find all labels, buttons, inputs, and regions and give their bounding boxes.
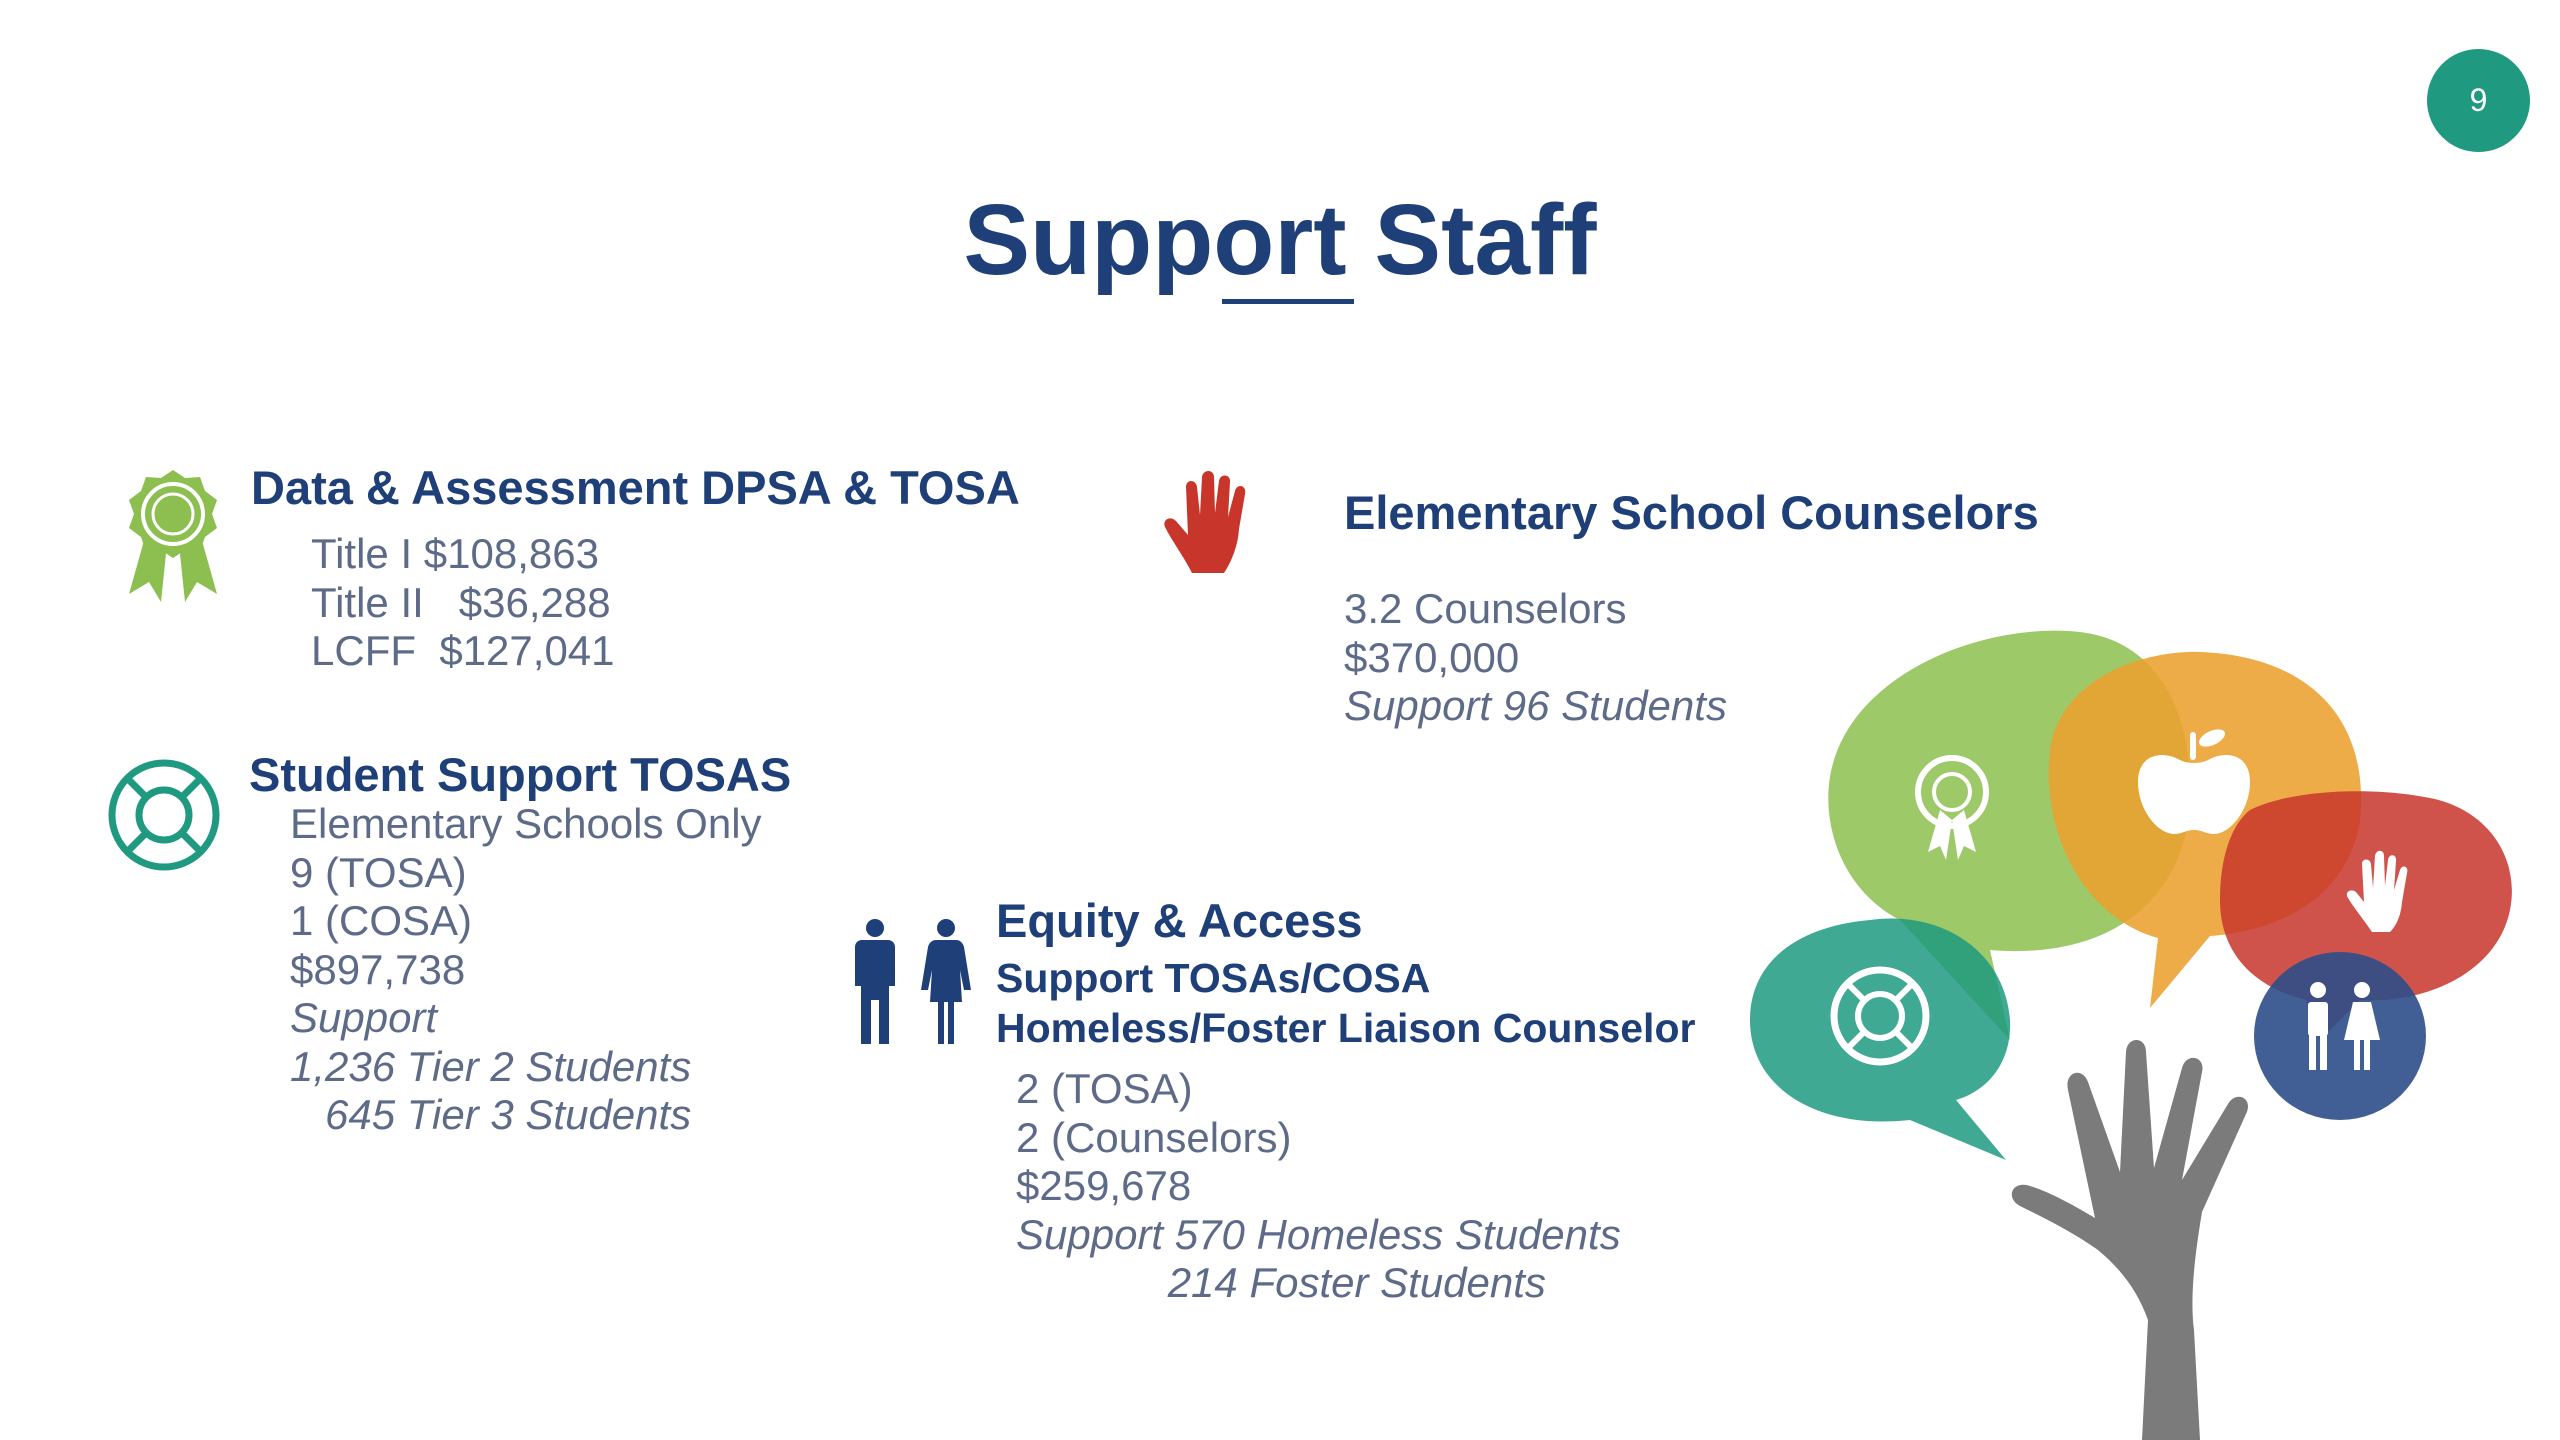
detail-line: $259,678 bbox=[1016, 1162, 1192, 1209]
equity-access-heading: Equity & Access bbox=[996, 894, 1363, 947]
award-ribbon-icon bbox=[123, 466, 223, 614]
student-support-details bbox=[290, 800, 762, 1140]
equity-access-subheading-2: Homeless/Foster Liaison Counselor bbox=[996, 1005, 1696, 1051]
data-assessment-heading: Data & Assessment DPSA & TOSA bbox=[251, 461, 1020, 514]
detail-line: $897,738 bbox=[290, 945, 466, 993]
hand-icon bbox=[1162, 469, 1268, 575]
data-assessment-details bbox=[311, 530, 615, 676]
equity-access-subheading-1: Support TOSAs/COSA bbox=[996, 955, 1431, 1001]
speech-bubble-tree-illustration bbox=[1750, 620, 2540, 1440]
man-woman-icon bbox=[850, 918, 972, 1046]
detail-line: $370,000 bbox=[1344, 633, 1520, 681]
detail-line: 2 (Counselors) bbox=[1016, 1113, 1292, 1161]
elementary-counselors-details bbox=[1344, 585, 1727, 731]
detail-line: Title I $108,863 bbox=[311, 530, 599, 577]
detail-line: Title II $36,288 bbox=[311, 578, 611, 626]
title-underline bbox=[1222, 299, 1354, 304]
detail-line: Support bbox=[290, 994, 438, 1041]
page-title: Support Staff bbox=[963, 184, 1597, 296]
equity-access-details bbox=[1016, 1065, 1621, 1308]
detail-line: Elementary Schools Only bbox=[290, 800, 762, 847]
detail-line: Support 96 Students bbox=[1344, 682, 1727, 729]
detail-line: 1,236 Tier 2 Students bbox=[290, 1042, 692, 1090]
page-number-badge: 9 bbox=[2427, 49, 2530, 152]
detail-line: LCFF $127,041 bbox=[311, 627, 615, 674]
student-support-heading: Student Support TOSAS bbox=[249, 748, 792, 801]
detail-line: Support 570 Homeless Students bbox=[1016, 1210, 1621, 1258]
detail-line: 645 Tier 3 Students bbox=[290, 1091, 692, 1138]
elementary-counselors-heading: Elementary School Counselors bbox=[1344, 486, 2039, 539]
detail-line: 214 Foster Students bbox=[1016, 1259, 1546, 1306]
lifebuoy-icon bbox=[107, 758, 221, 872]
detail-line: 9 (TOSA) bbox=[290, 848, 467, 896]
detail-line: 2 (TOSA) bbox=[1016, 1065, 1193, 1112]
detail-line: 3.2 Counselors bbox=[1344, 585, 1627, 632]
detail-line: 1 (COSA) bbox=[290, 897, 473, 944]
